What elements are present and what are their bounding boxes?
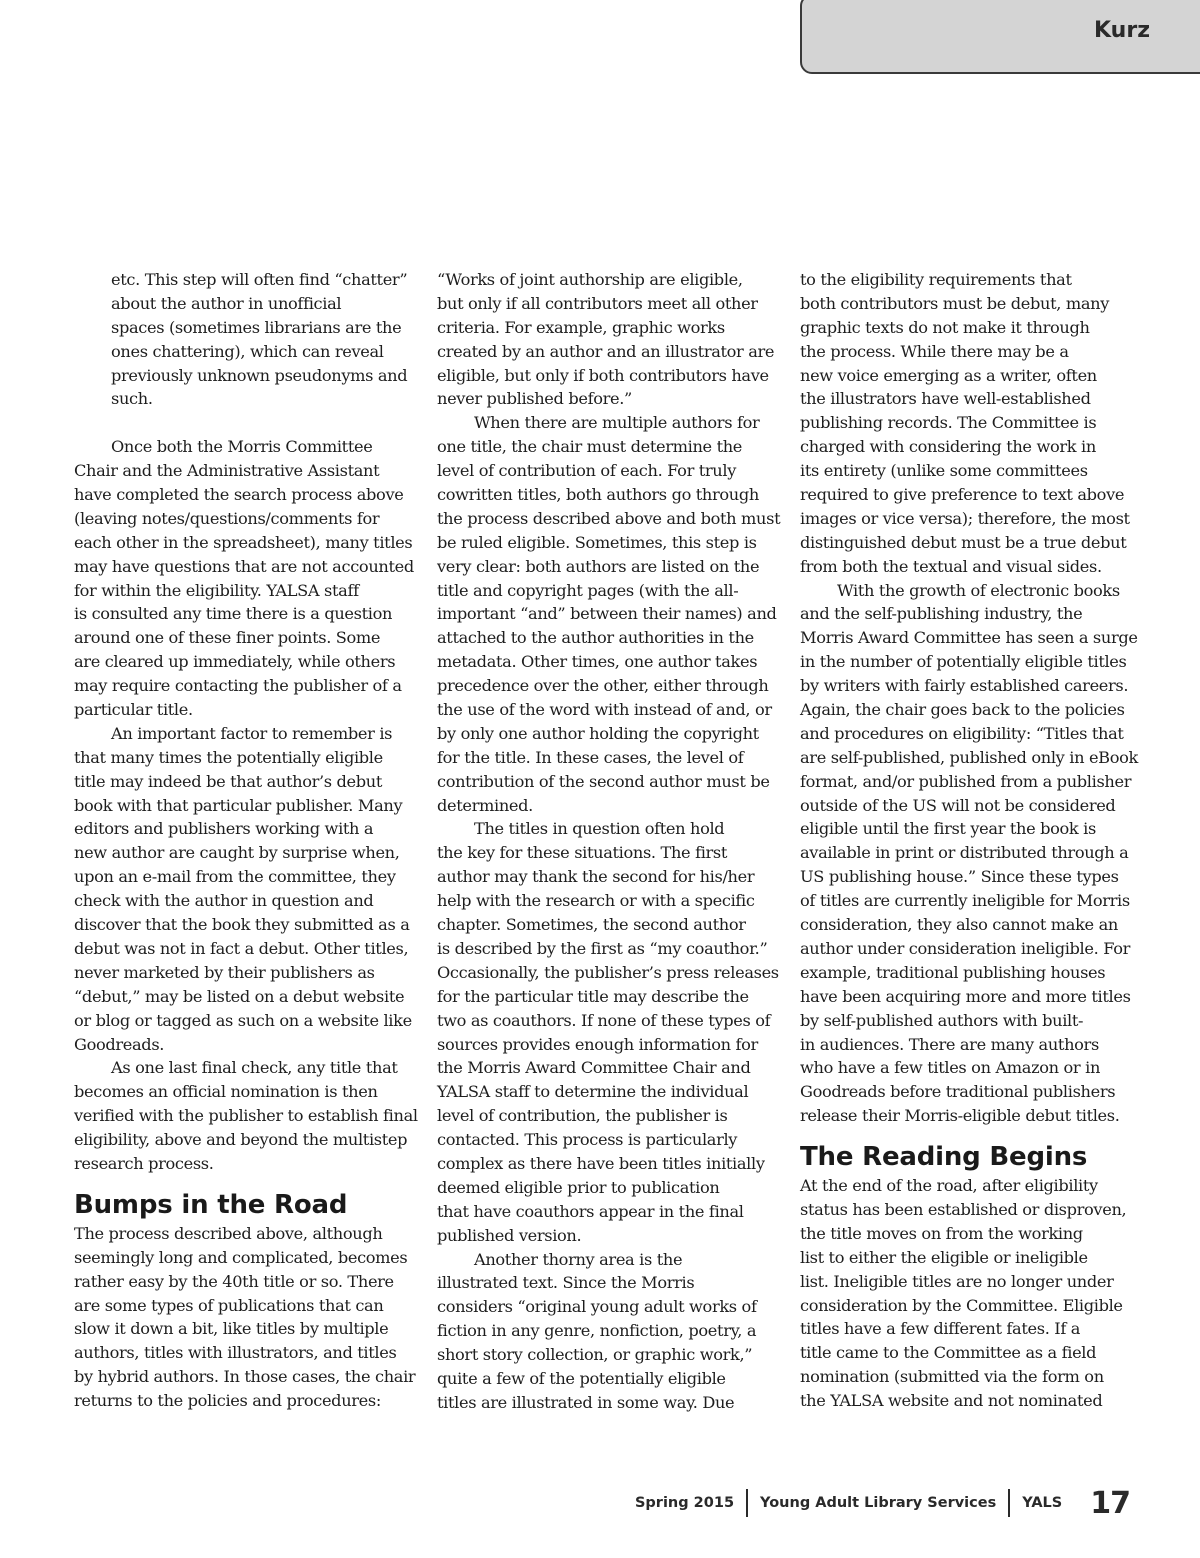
- text-line: required to give preference to text above: [800, 485, 1125, 505]
- footer-abbrev: YALS: [1022, 1495, 1063, 1511]
- text-line: US publishing house.” Since these types: [800, 867, 1119, 887]
- text-line: images or vice versa); therefore, the most: [800, 508, 1130, 528]
- text-line: the process. While there may be a: [800, 341, 1069, 361]
- text-line: Chair and the Administrative Assistant: [74, 461, 380, 481]
- section-heading: Bumps in the Road: [74, 1189, 348, 1220]
- text-line: release their Morris-eligible debut titles.: [800, 1106, 1120, 1126]
- text-line: eligibility, above and beyond the multistep: [74, 1130, 408, 1150]
- text-line: to the eligibility requirements that: [800, 270, 1072, 289]
- text-line: level of contribution, the publisher is: [437, 1106, 728, 1126]
- text-line: by only one author holding the copyright: [437, 723, 759, 743]
- text-line: ones chattering), which can reveal: [111, 341, 384, 361]
- text-line: the key for these situations. The first: [437, 843, 728, 863]
- text-line: precedence over the other, either through: [437, 676, 769, 696]
- text-line: illustrated text. Since the Morris: [437, 1273, 695, 1293]
- text-line: sources provides enough information for: [437, 1034, 758, 1054]
- text-line: titles are illustrated in some way. Due: [437, 1392, 735, 1412]
- text-line: Morris Award Committee has seen a surge: [800, 628, 1138, 648]
- text-line: by hybrid authors. In those cases, the chair: [74, 1367, 416, 1387]
- text-line: publishing records. The Committee is: [800, 413, 1097, 433]
- footer-divider: [746, 1489, 748, 1517]
- text-line: As one last final check, any title that: [111, 1058, 398, 1078]
- text-line: An important factor to remember is: [111, 723, 393, 743]
- text-line: that have coauthors appear in the final: [437, 1201, 744, 1221]
- text-line: chapter. Sometimes, the second author: [437, 915, 746, 935]
- text-line: in the number of potentially eligible titles: [800, 652, 1127, 672]
- author-running-head: Kurz: [1094, 18, 1150, 43]
- text-line: about the author in unofficial: [111, 293, 342, 313]
- text-line: published version.: [437, 1225, 582, 1245]
- text-line: cowritten titles, both authors go through: [437, 485, 759, 505]
- text-line: for the title. In these cases, the level of: [437, 747, 744, 767]
- text-line: by writers with fairly established careers.: [800, 676, 1129, 696]
- text-line: book with that particular publisher. Many: [74, 795, 403, 815]
- text-line: contribution of the second author must be: [437, 771, 770, 791]
- footer-divider: [1008, 1489, 1010, 1517]
- text-line: nomination (submitted via the form on: [800, 1367, 1104, 1387]
- text-line: Occasionally, the publisher’s press releases: [437, 962, 779, 982]
- footer-journal: Young Adult Library Services: [760, 1495, 997, 1511]
- text-line: be ruled eligible. Sometimes, this step is: [437, 532, 757, 552]
- text-line: fiction in any genre, nonfiction, poetry, a: [437, 1321, 757, 1341]
- text-line: upon an e-mail from the committee, they: [74, 867, 396, 887]
- text-line: YALSA staff to determine the individual: [437, 1082, 749, 1102]
- text-line: are self-published, published only in eBook: [800, 747, 1138, 767]
- text-line: have completed the search process above: [74, 485, 404, 505]
- text-line: Goodreads before traditional publishers: [800, 1082, 1116, 1102]
- text-line: charged with considering the work in: [800, 437, 1096, 457]
- text-line: are cleared up immediately, while others: [74, 652, 396, 672]
- text-line: At the end of the road, after eligibility: [800, 1176, 1098, 1196]
- text-line: both contributors must be debut, many: [800, 293, 1110, 313]
- text-line: deemed eligible prior to publication: [437, 1177, 720, 1197]
- text-line: title came to the Committee as a field: [800, 1343, 1097, 1363]
- text-line: the illustrators have well-established: [800, 389, 1091, 409]
- text-line: new voice emerging as a writer, often: [800, 365, 1097, 385]
- text-line: becomes an official nomination is then: [74, 1082, 378, 1102]
- text-line: help with the research or with a specific: [437, 891, 755, 911]
- text-line: who have a few titles on Amazon or in: [800, 1058, 1101, 1078]
- text-line: around one of these finer points. Some: [74, 628, 381, 648]
- page-number: 17: [1090, 1485, 1130, 1521]
- text-line: attached to the author authorities in the: [437, 628, 754, 648]
- footer-issue: Spring 2015: [634, 1495, 735, 1511]
- text-line: and procedures on eligibility: “Titles that: [800, 723, 1124, 743]
- text-line: short story collection, or graphic work,”: [437, 1345, 753, 1365]
- text-line: never marketed by their publishers as: [74, 962, 375, 982]
- text-line: but only if all contributors meet all other: [437, 293, 758, 313]
- text-line: slow it down a bit, like titles by multiple: [74, 1319, 389, 1339]
- text-line: spaces (sometimes librarians are the: [111, 317, 402, 337]
- text-line: “debut,” may be listed on a debut website: [74, 986, 405, 1006]
- text-line: title and copyright pages (with the all-: [437, 580, 739, 600]
- text-line: from both the textual and visual sides.: [800, 556, 1102, 576]
- text-line: distinguished debut must be a true debut: [800, 532, 1127, 552]
- text-line: verified with the publisher to establish final: [74, 1106, 418, 1126]
- text-line: returns to the policies and procedures:: [74, 1391, 381, 1411]
- text-line: consideration by the Committee. Eligible: [800, 1295, 1123, 1315]
- text-line: never published before.”: [437, 389, 632, 409]
- text-line: each other in the spreadsheet), many titles: [74, 532, 413, 552]
- text-line: the YALSA website and not nominated: [800, 1391, 1103, 1411]
- text-line: When there are multiple authors for: [474, 413, 760, 433]
- text-line: the Morris Award Committee Chair and: [437, 1058, 751, 1078]
- text-line: Again, the chair goes back to the policies: [800, 700, 1125, 720]
- text-line: graphic texts do not make it through: [800, 317, 1090, 337]
- text-line: one title, the chair must determine the: [437, 437, 743, 457]
- text-line: authors, titles with illustrators, and titles: [74, 1343, 397, 1363]
- text-line: the title moves on from the working: [800, 1223, 1083, 1243]
- text-line: its entirety (unlike some committees: [800, 461, 1088, 481]
- text-column-3: [800, 268, 1136, 1413]
- text-line: in audiences. There are many authors: [800, 1034, 1099, 1054]
- text-line: available in print or distributed through a: [800, 843, 1129, 863]
- text-column-2: [437, 268, 781, 1415]
- text-line: list to either the eligible or ineligible: [800, 1247, 1088, 1267]
- text-line: for within the eligibility. YALSA staff: [74, 580, 359, 600]
- text-line: new author are caught by surprise when,: [74, 843, 400, 863]
- text-line: example, traditional publishing houses: [800, 962, 1106, 982]
- text-line: [74, 411, 410, 435]
- text-line: that many times the potentially eligible: [74, 747, 383, 767]
- text-line: and the self-publishing industry, the: [800, 604, 1083, 624]
- text-line: rather easy by the 40th title or so. There: [74, 1271, 394, 1291]
- text-line: The titles in question often hold: [474, 819, 725, 839]
- text-line: title may indeed be that author’s debut: [74, 771, 383, 791]
- text-line: format, and/or published from a publisher: [800, 771, 1132, 791]
- text-line: (leaving notes/questions/comments for: [74, 508, 380, 528]
- text-line: of titles are currently ineligible for Morris: [800, 891, 1130, 911]
- text-line: have been acquiring more and more titles: [800, 986, 1131, 1006]
- text-line: list. Ineligible titles are no longer under: [800, 1271, 1114, 1291]
- text-line: quite a few of the potentially eligible: [437, 1368, 726, 1388]
- text-line: The process described above, although: [74, 1223, 383, 1243]
- text-line: contacted. This process is particularly: [437, 1130, 738, 1150]
- text-line: editors and publishers working with a: [74, 819, 374, 839]
- running-head-tab: [800, 0, 1200, 74]
- text-line: two as coauthors. If none of these types of: [437, 1010, 771, 1030]
- text-line: created by an author and an illustrator are: [437, 341, 775, 361]
- text-line: determined.: [437, 795, 533, 815]
- text-line: metadata. Other times, one author takes: [437, 652, 758, 672]
- text-line: research process.: [74, 1153, 214, 1173]
- text-line: With the growth of electronic books: [837, 580, 1120, 600]
- text-line: outside of the US will not be considered: [800, 795, 1116, 815]
- text-line: may require contacting the publisher of a: [74, 676, 402, 696]
- text-line: is described by the first as “my coauthor.”: [437, 938, 768, 958]
- text-line: particular title.: [74, 700, 193, 720]
- text-line: author may thank the second for his/her: [437, 867, 755, 887]
- text-line: debut was not in fact a debut. Other titles,: [74, 938, 409, 958]
- text-line: Goodreads.: [74, 1034, 165, 1054]
- text-line: Once both the Morris Committee: [111, 437, 373, 457]
- text-line: etc. This step will often find “chatter”: [111, 270, 408, 289]
- text-line: important “and” between their names) and: [437, 604, 777, 624]
- text-line: seemingly long and complicated, becomes: [74, 1247, 408, 1267]
- text-line: or blog or tagged as such on a website like: [74, 1010, 412, 1030]
- text-line: are some types of publications that can: [74, 1295, 384, 1315]
- text-line: level of contribution of each. For truly: [437, 461, 736, 481]
- text-line: author under consideration ineligible. For: [800, 938, 1130, 958]
- section-heading: The Reading Begins: [800, 1142, 1088, 1173]
- text-line: criteria. For example, graphic works: [437, 317, 725, 337]
- text-line: status has been established or disproven,: [800, 1199, 1127, 1219]
- text-line: consideration, they also cannot make an: [800, 915, 1118, 935]
- text-column-1: [74, 268, 418, 1413]
- text-line: the use of the word with instead of and, or: [437, 700, 772, 720]
- text-line: considers “original young adult works of: [437, 1297, 757, 1317]
- text-line: previously unknown pseudonyms and: [111, 365, 408, 385]
- text-line: may have questions that are not accounted: [74, 556, 414, 576]
- text-line: such.: [111, 389, 153, 409]
- page-footer: [634, 1485, 1130, 1521]
- text-line: eligible until the first year the book is: [800, 819, 1096, 839]
- text-line: check with the author in question and: [74, 891, 374, 911]
- text-line: the process described above and both must: [437, 508, 781, 528]
- text-line: Another thorny area is the: [474, 1249, 683, 1269]
- text-line: is consulted any time there is a question: [74, 604, 393, 624]
- text-line: “Works of joint authorship are eligible,: [437, 270, 743, 289]
- text-line: eligible, but only if both contributors have: [437, 365, 769, 385]
- text-line: very clear: both authors are listed on the: [437, 556, 760, 576]
- text-line: titles have a few different fates. If a: [800, 1319, 1081, 1339]
- text-line: by self-published authors with built-: [800, 1010, 1084, 1030]
- text-line: for the particular title may describe the: [437, 986, 749, 1006]
- text-line: discover that the book they submitted as a: [74, 915, 410, 935]
- text-line: complex as there have been titles initially: [437, 1153, 765, 1173]
